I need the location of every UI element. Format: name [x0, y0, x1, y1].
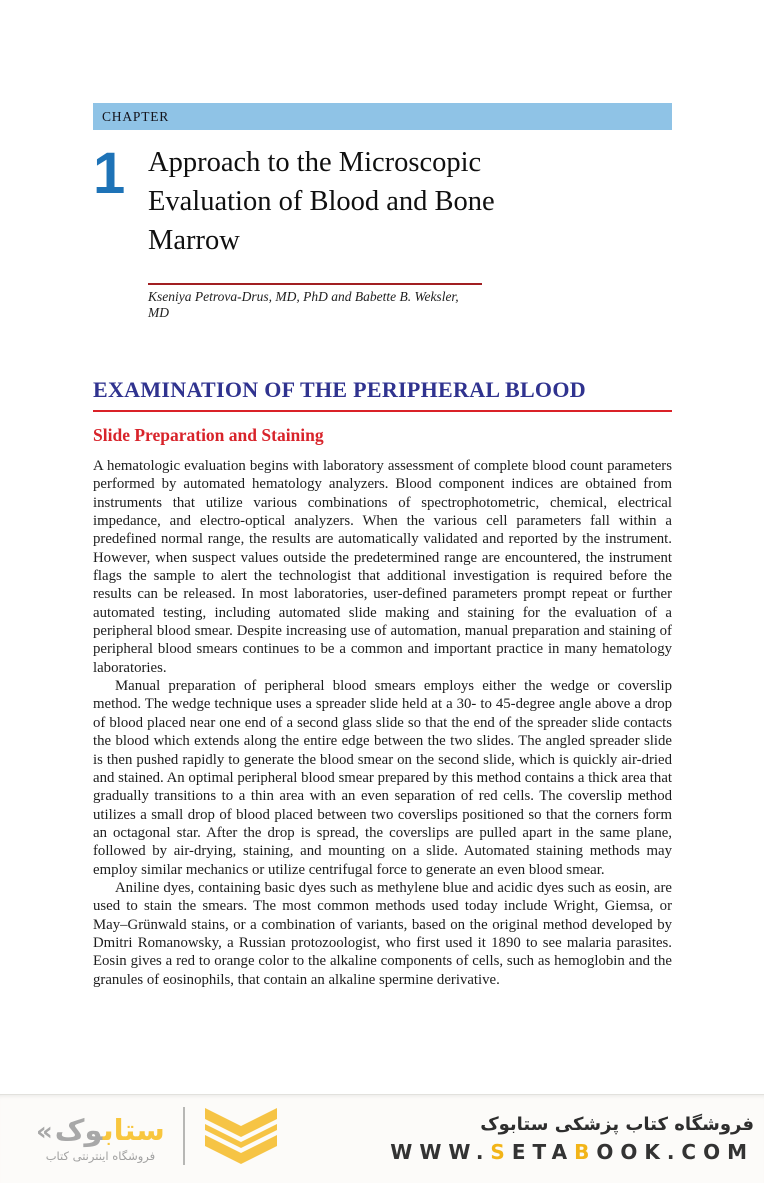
chapter-heading: [93, 143, 672, 260]
guillemet-icon: «: [36, 1116, 53, 1147]
website-url: [390, 1140, 754, 1164]
subsection-heading: Slide Preparation and Staining: [93, 425, 324, 445]
url-segment-highlight: S: [490, 1140, 512, 1164]
body-text: [93, 457, 672, 989]
logo-tagline: فروشگاه اینترنتی کتاب: [45, 1149, 156, 1164]
url-segment: ETA: [511, 1140, 575, 1164]
setabook-wordmark: [36, 1112, 165, 1147]
book-page: [0, 103, 764, 1183]
wordmark-yellow-part: ستاب: [102, 1112, 165, 1147]
store-name-farsi: فروشگاه کتاب پزشکی ستابوک: [480, 1114, 754, 1135]
paragraph: Manual preparation of peripheral blood smears employs either the wedge or coverslip method. The wedge technique uses a spreader slide held at a 30- to 45-degree angle above a drop of blood placed near one end of a second glass slide so that the end of the spreader slide contacts the blood which extends along the entire edge between the two slides. The angled spreader slide is then pushed rapidly to generate the blood smear on the second slide, which is quickly air-dried and stained. An optimal peripheral blood smear prepared by this method contains a thick area that gradually transitions to a thin area with an even separation of red cells. The coverslip method utilizes a small drop of blood placed between two coverslips positioned so that the corners form an octagonal star. After the drop is spread, the coverslips are pulled apart in the same plane, followed by air-drying, staining, and mounting on a slide. Automated staining methods may employ similar mechanics or utilize centrifugal force to generate an even blood smear.: [93, 678, 672, 878]
chapter-banner: [93, 103, 672, 130]
url-segment-highlight: B: [574, 1140, 597, 1164]
authors-byline: Kseniya Petrova-Drus, MD, PhD and Babette B. Weksler, MD: [148, 289, 459, 320]
paragraph: A hematologic evaluation begins with laboratory assessment of complete blood count parameters performed by automated hematology analyzers. Blood component indices are obtained from instruments that utilize various combinations of spectrophotometric, chemical, electrical impedance, and electro-optical analyzers. When the various cell parameters fall within a predefined normal range, the results are automatically validated and reported by the instrument. However, when suspect values outside the predetermined range are encountered, the instrument flags the sample to alert the technologist that additional investigation is required before the results can be released. In most laboratories, user-defined parameters prompt repeat or further automated testing, including automated slide making and staining for the evaluation of a peripheral blood smear. Despite increasing use of automation, manual preparation and staining of peripheral blood smears continues to be a common and important practice in many hematology laboratories.: [93, 458, 672, 676]
paragraph: Aniline dyes, containing basic dyes such as methylene blue and acidic dyes such as eosin, are used to stain the smears. The most common methods used today include Wright, Giemsa, or May–Grünwald stains, or a combination of variants, based on the original method developed by Dmitri Romanowsky, a Russian protozoologist, who first used it 1890 to see malaria parasites. Eosin gives a red to orange color to the alkaline components of cells, such as hemoglobin and the granules of eosinophils, that contain an alkaline spermine derivative.: [93, 879, 672, 988]
url-segment: OOK.COM: [596, 1140, 754, 1164]
setabook-logo: [36, 1112, 165, 1164]
url-segment: WWW.: [390, 1140, 491, 1164]
footer-content: [0, 1095, 764, 1183]
page-content: [93, 103, 672, 989]
footer-divider: [183, 1107, 185, 1165]
wordmark-gray-part: وک: [54, 1112, 103, 1147]
authors-block: [148, 283, 482, 321]
chevron-emblem-icon: [201, 1102, 281, 1173]
chapter-label: CHAPTER: [102, 108, 170, 124]
footer-right-text: [390, 1114, 754, 1164]
chapter-number: 1: [93, 141, 126, 206]
section-heading: EXAMINATION OF THE PERIPHERAL BLOOD: [93, 377, 672, 412]
chapter-title: Approach to the Microscopic Evaluation of Blood and Bone Marrow: [148, 147, 495, 256]
publisher-footer: [0, 1094, 764, 1183]
